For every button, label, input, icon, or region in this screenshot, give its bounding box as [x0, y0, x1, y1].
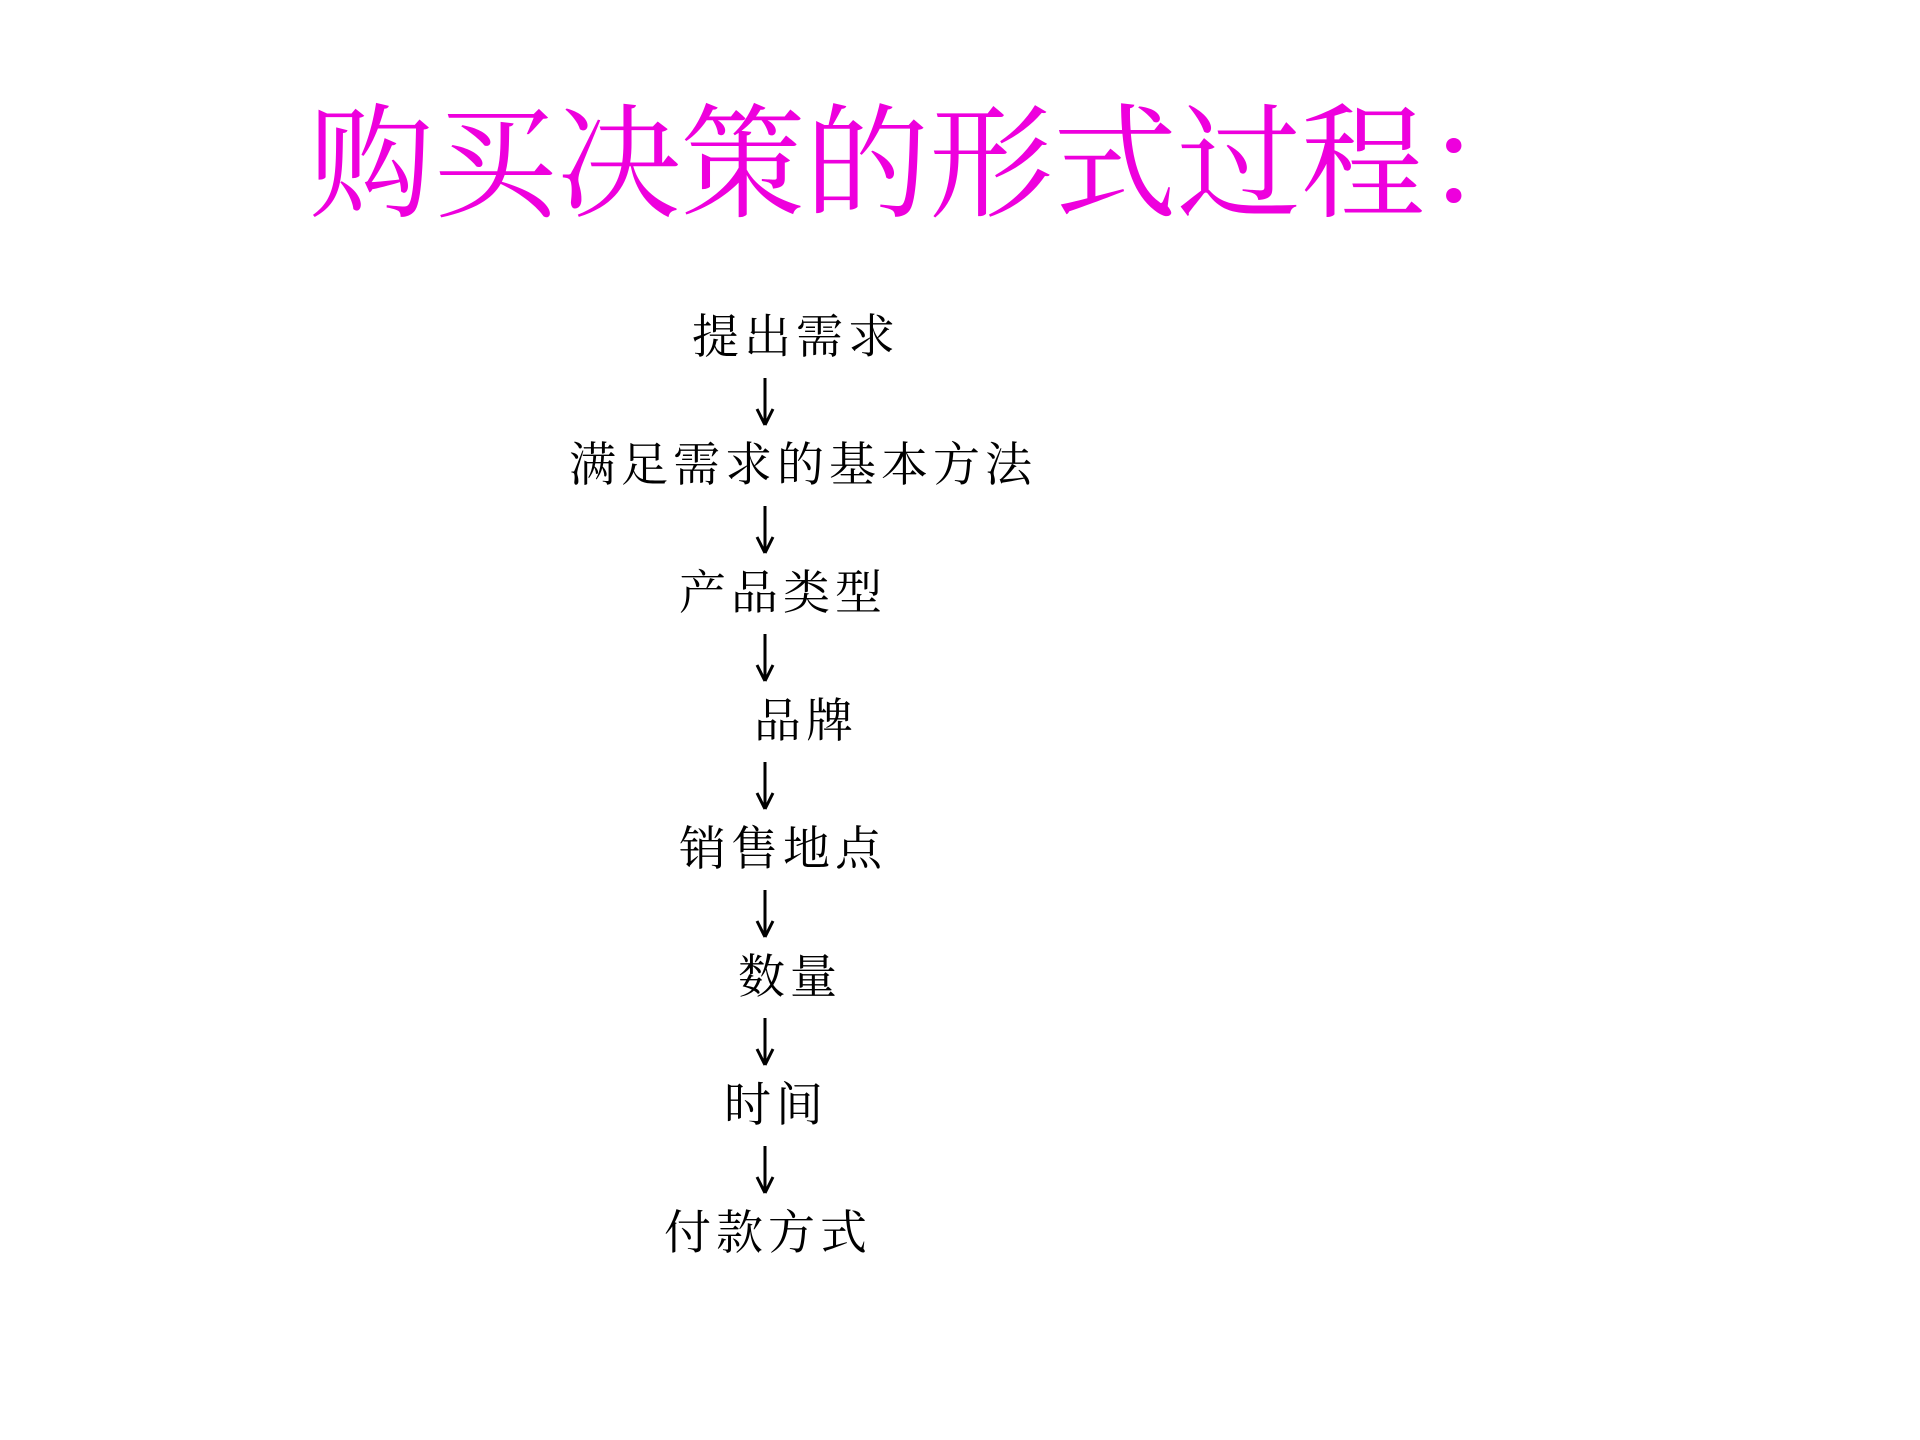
flow-step-label: 满足需求的基本方法 — [569, 440, 1037, 492]
flow-step-label: 产品类型 — [679, 568, 887, 620]
flow-step-label: 销售地点 — [679, 824, 887, 876]
flow-step-label: 付款方式 — [664, 1208, 872, 1260]
slide-title: 购买决策的形式过程： — [308, 97, 1549, 234]
flow-step-label: 提出需求 — [692, 312, 900, 364]
down-arrow-icon — [752, 888, 778, 940]
flow-arrow-row — [752, 1006, 778, 1078]
down-arrow-icon — [752, 504, 778, 556]
flow-arrow-row — [752, 750, 778, 822]
down-arrow-icon — [752, 1016, 778, 1068]
flow-arrow-row — [752, 622, 778, 694]
down-arrow-icon — [752, 760, 778, 812]
flow-arrow-row — [752, 366, 778, 438]
down-arrow-icon — [752, 632, 778, 684]
flow-arrow-row — [752, 494, 778, 566]
down-arrow-icon — [752, 1144, 778, 1196]
flowchart — [510, 310, 1070, 1262]
flow-step-label: 时间 — [724, 1080, 828, 1132]
down-arrow-icon — [752, 376, 778, 428]
flow-step-label: 数量 — [738, 952, 842, 1004]
flow-arrow-row — [752, 878, 778, 950]
flow-step-label: 品牌 — [754, 696, 858, 748]
flow-arrow-row — [752, 1134, 778, 1206]
